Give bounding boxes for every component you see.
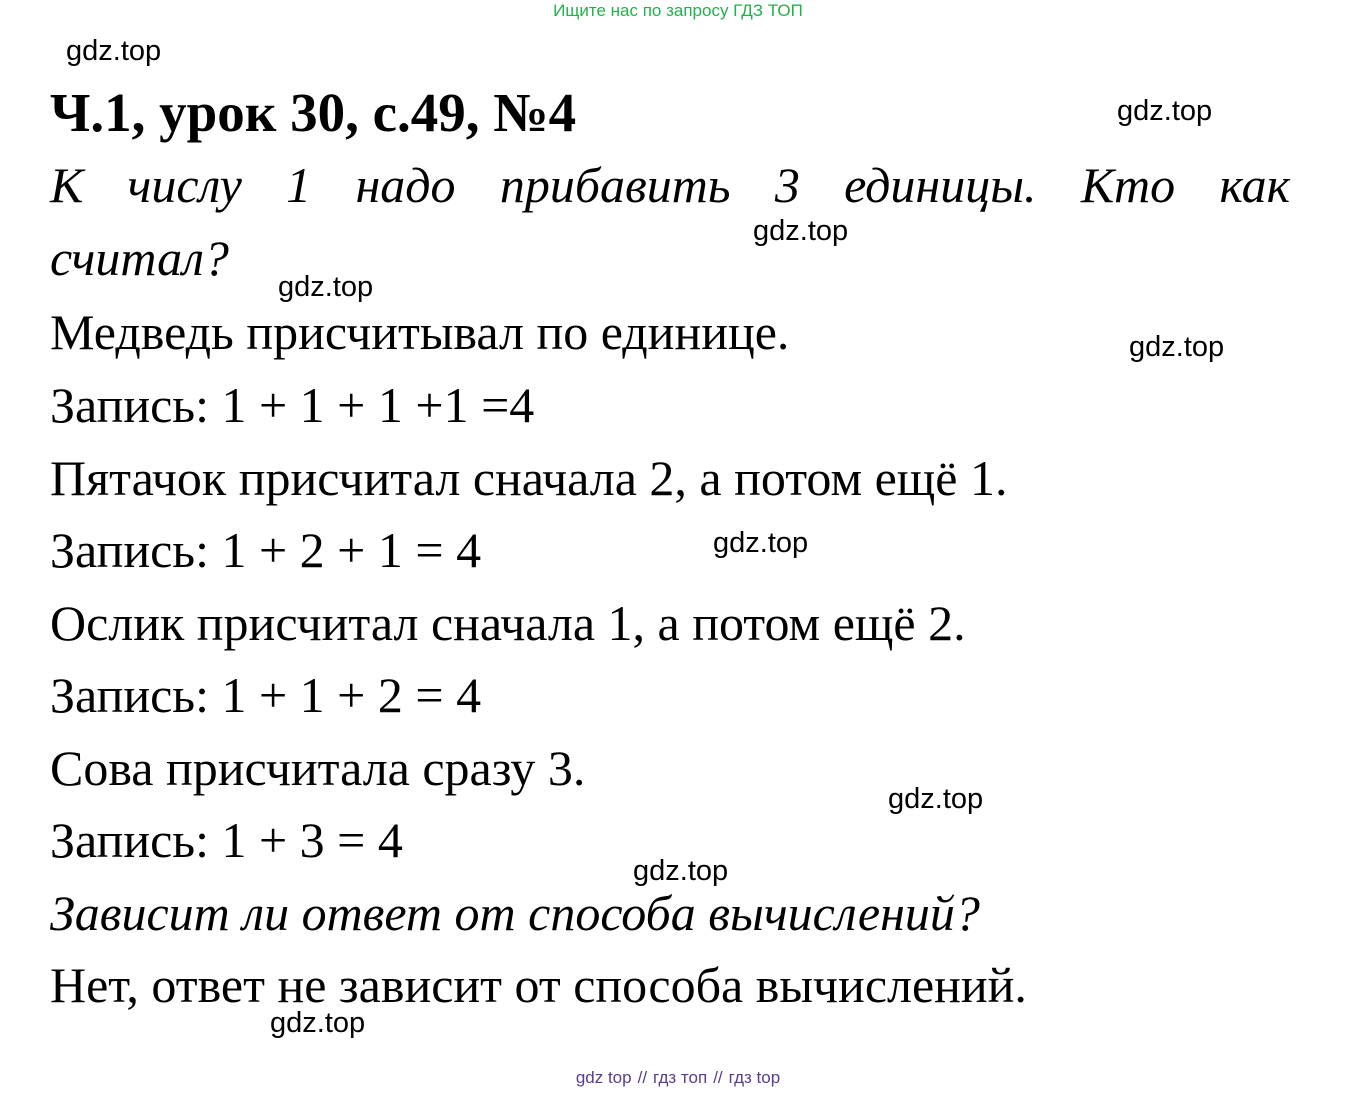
search-banner: Ищите нас по запросу ГДЗ ТОП	[553, 1, 803, 20]
page-title: Ч.1, урок 30, с.49, №4	[50, 82, 577, 143]
footer-link-gdz-top[interactable]: gdz top	[575, 1068, 632, 1087]
watermark: gdz.top	[633, 855, 729, 887]
footer-separator: //	[637, 1068, 648, 1087]
answer-conclusion: Нет, ответ не зависит от способа вычислений.	[50, 957, 1027, 1013]
footer-separator: //	[713, 1068, 723, 1087]
answer-line: Пятачок присчитал сначала 2, а потом ещё 1.	[50, 450, 1008, 506]
footer-links	[0, 1068, 1356, 1088]
watermark: gdz.top	[278, 271, 374, 303]
watermark: gdz.top	[1129, 331, 1225, 363]
answer-line: Запись: 1 + 2 + 1 = 4	[50, 522, 482, 578]
watermark: gdz.top	[753, 215, 849, 247]
question-text-line1: К числу 1 надо прибавить 3 единицы. Кто как	[50, 157, 1290, 213]
watermark: gdz.top	[1117, 95, 1213, 127]
watermark: gdz.top	[270, 1007, 366, 1039]
answer-line: Запись: 1 + 1 + 2 = 4	[50, 667, 482, 723]
answer-line: Запись: 1 + 3 = 4	[50, 812, 403, 868]
question-text-2: Зависит ли ответ от способа вычислений?	[50, 885, 980, 941]
question-text-line2: считал?	[50, 230, 229, 286]
footer-link-gdz-top-ru[interactable]: гдз топ	[653, 1068, 708, 1087]
watermark: gdz.top	[888, 783, 984, 815]
answer-line: Медведь присчитывал по единице.	[50, 304, 790, 360]
watermark: gdz.top	[66, 35, 162, 67]
answer-line: Сова присчитала сразу 3.	[50, 740, 586, 796]
watermark: gdz.top	[713, 527, 809, 559]
answer-line: Запись: 1 + 1 + 1 +1 =4	[50, 377, 535, 433]
footer-link-gdz-top-mixed[interactable]: гдз top	[728, 1068, 781, 1087]
answer-line: Ослик присчитал сначала 1, а потом ещё 2.	[50, 595, 966, 651]
